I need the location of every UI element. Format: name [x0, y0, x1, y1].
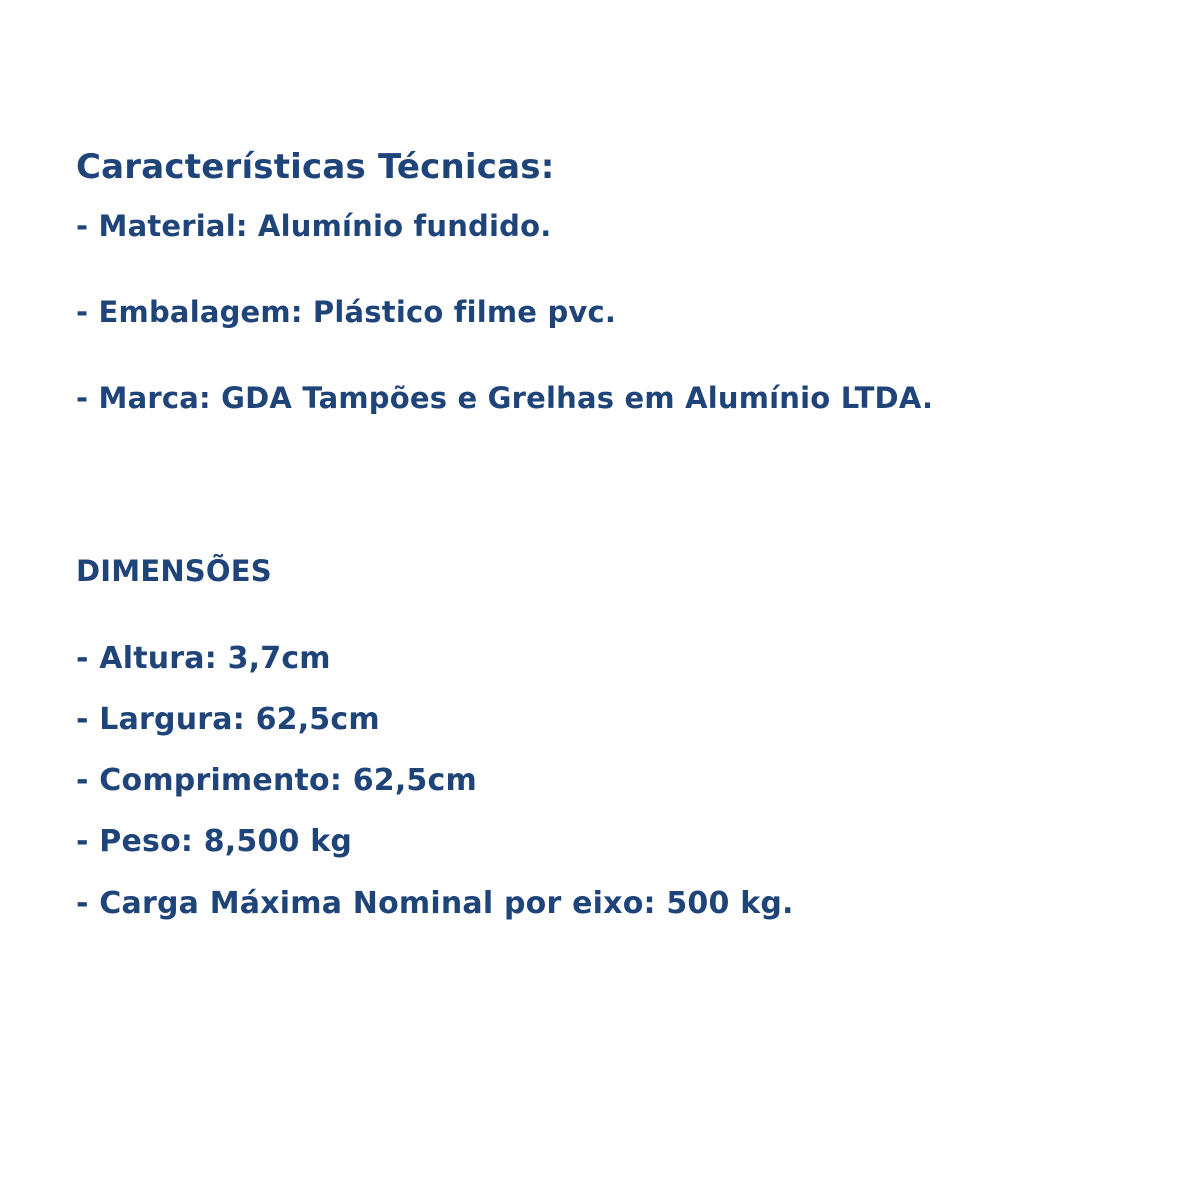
dimension-item-weight: - Peso: 8,500 kg: [76, 824, 353, 859]
tech-specs-heading: Características Técnicas:: [76, 147, 555, 187]
dimension-item-width: - Largura: 62,5cm: [76, 702, 380, 737]
spec-item-material: - Material: Alumínio fundido.: [76, 209, 552, 243]
spec-item-packaging: - Embalagem: Plástico filme pvc.: [76, 295, 617, 329]
dimensions-heading: DIMENSÕES: [76, 554, 272, 588]
dimension-item-max-load: - Carga Máxima Nominal por eixo: 500 kg.: [76, 886, 794, 921]
dimension-item-length: - Comprimento: 62,5cm: [76, 763, 477, 798]
spec-item-brand: - Marca: GDA Tampões e Grelhas em Alumínio LTDA.: [76, 381, 934, 415]
dimension-item-height: - Altura: 3,7cm: [76, 641, 331, 676]
